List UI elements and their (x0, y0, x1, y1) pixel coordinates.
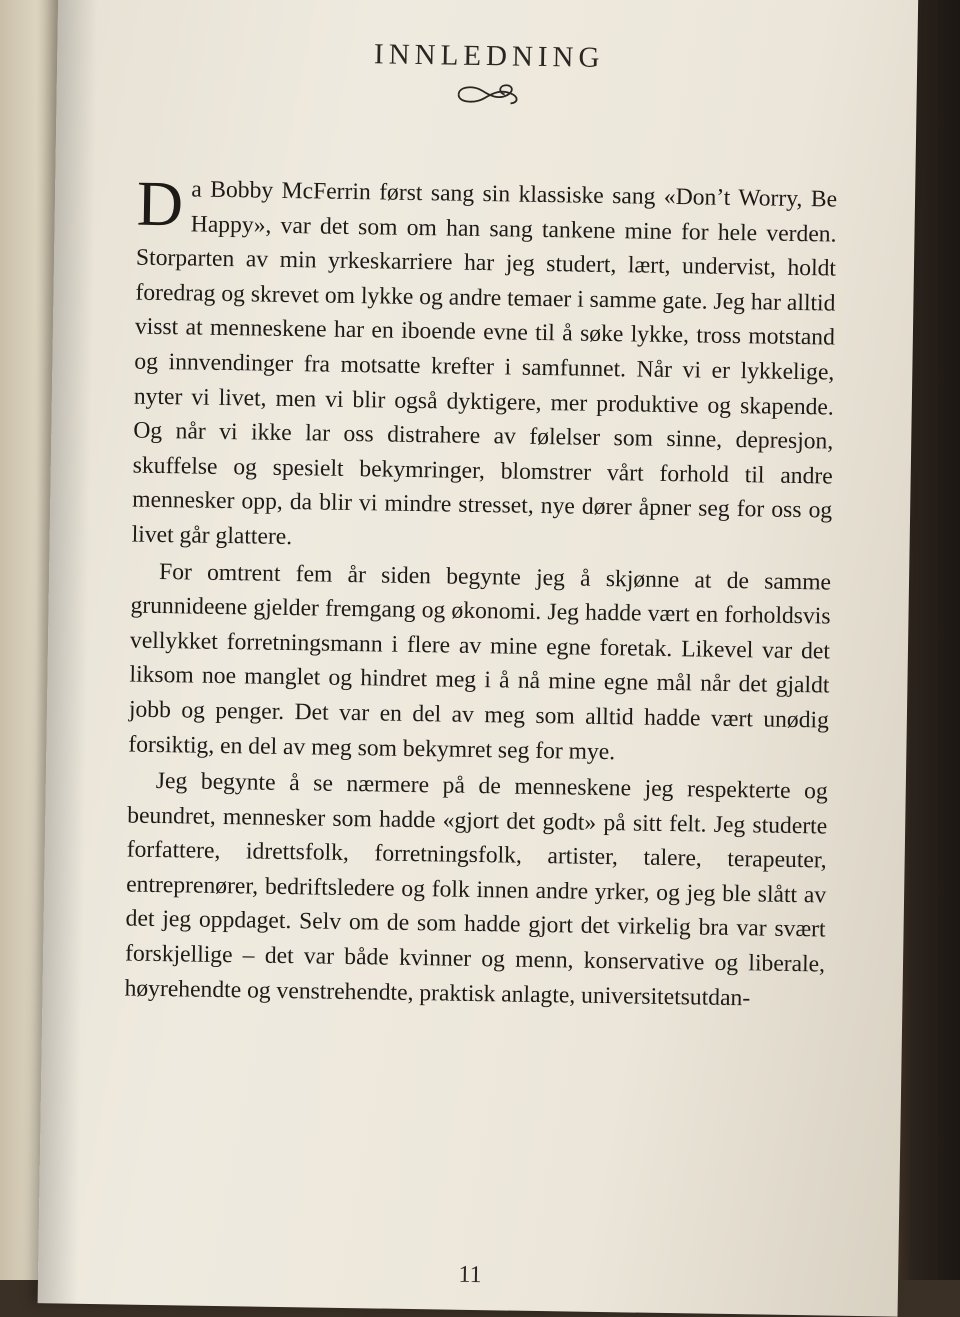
page-number: 11 (458, 1261, 482, 1289)
book-page (38, 0, 919, 1317)
chapter-heading: INNLEDNING (373, 38, 605, 74)
page-content (124, 35, 839, 1289)
drop-cap: D (136, 167, 184, 240)
paragraph-2: For omtrent fem år siden begynte jeg å skjønne at de samme grunnideene gjelder fremgang og økonomi. Jeg hadde vært en forholdsvis vellykket forretningsmann i flere av mine egne foretak. Likevel var det liksom noe manglet og hindret meg i å nå mine egne mål når det gjaldt jobb og penger. Det var en del av meg som alltid hadde vært unødig forsiktig, en del av meg som bekymret seg for mye. (128, 558, 832, 765)
scroll-flourish-icon (452, 81, 524, 108)
paragraph-1-text: a Bobby McFerrin først sang sin klassiske sang «Don’t Worry, Be Happy», var det som om han sang tankene mine for hele verden. Storparten av min yrkeskarriere har jeg studert, lært, undervist, holdt foredrag og skrevet om lykke og andre temaer i samme gate. Jeg har alltid visst at menneskene har en iboende evne til å søke lykke, tross motstand og innvendinger fra motsatte krefter i samfunnet. Når vi er lykkelige, nyter vi livet, men vi blir også dyktigere, mer produktive og skapende. Og når vi ikke lar oss distrahere av følelser som sinne, depresjon, skuffelse og spesielt bekymringer, blomstrer vårt forhold til andre mennesker opp, da blir vi mindre stresset, nye dører åpner seg for oss og livet går glattere. (131, 176, 838, 551)
paragraph-1 (131, 167, 838, 563)
paragraph-3: Jeg begynte å se nærmere på de menneskene jeg respekterte og beundret, mennesker som hadde «gjort det godt» på sitt felt. Jeg studerte forfattere, idrettsfolk, forretningsfolk, artister, talere, terapeuter, entreprenører, bedriftsledere og folk innen andre yrker, og jeg ble slått av det jeg oppdaget. Selv om de som hadde gjort det virkelig bra var svært forskjellige – det var både kvinner og menn, konservative og liberale, høyrehendte og venstrehendte, praktisk anlagte, universitetsutdan- (124, 768, 828, 1011)
